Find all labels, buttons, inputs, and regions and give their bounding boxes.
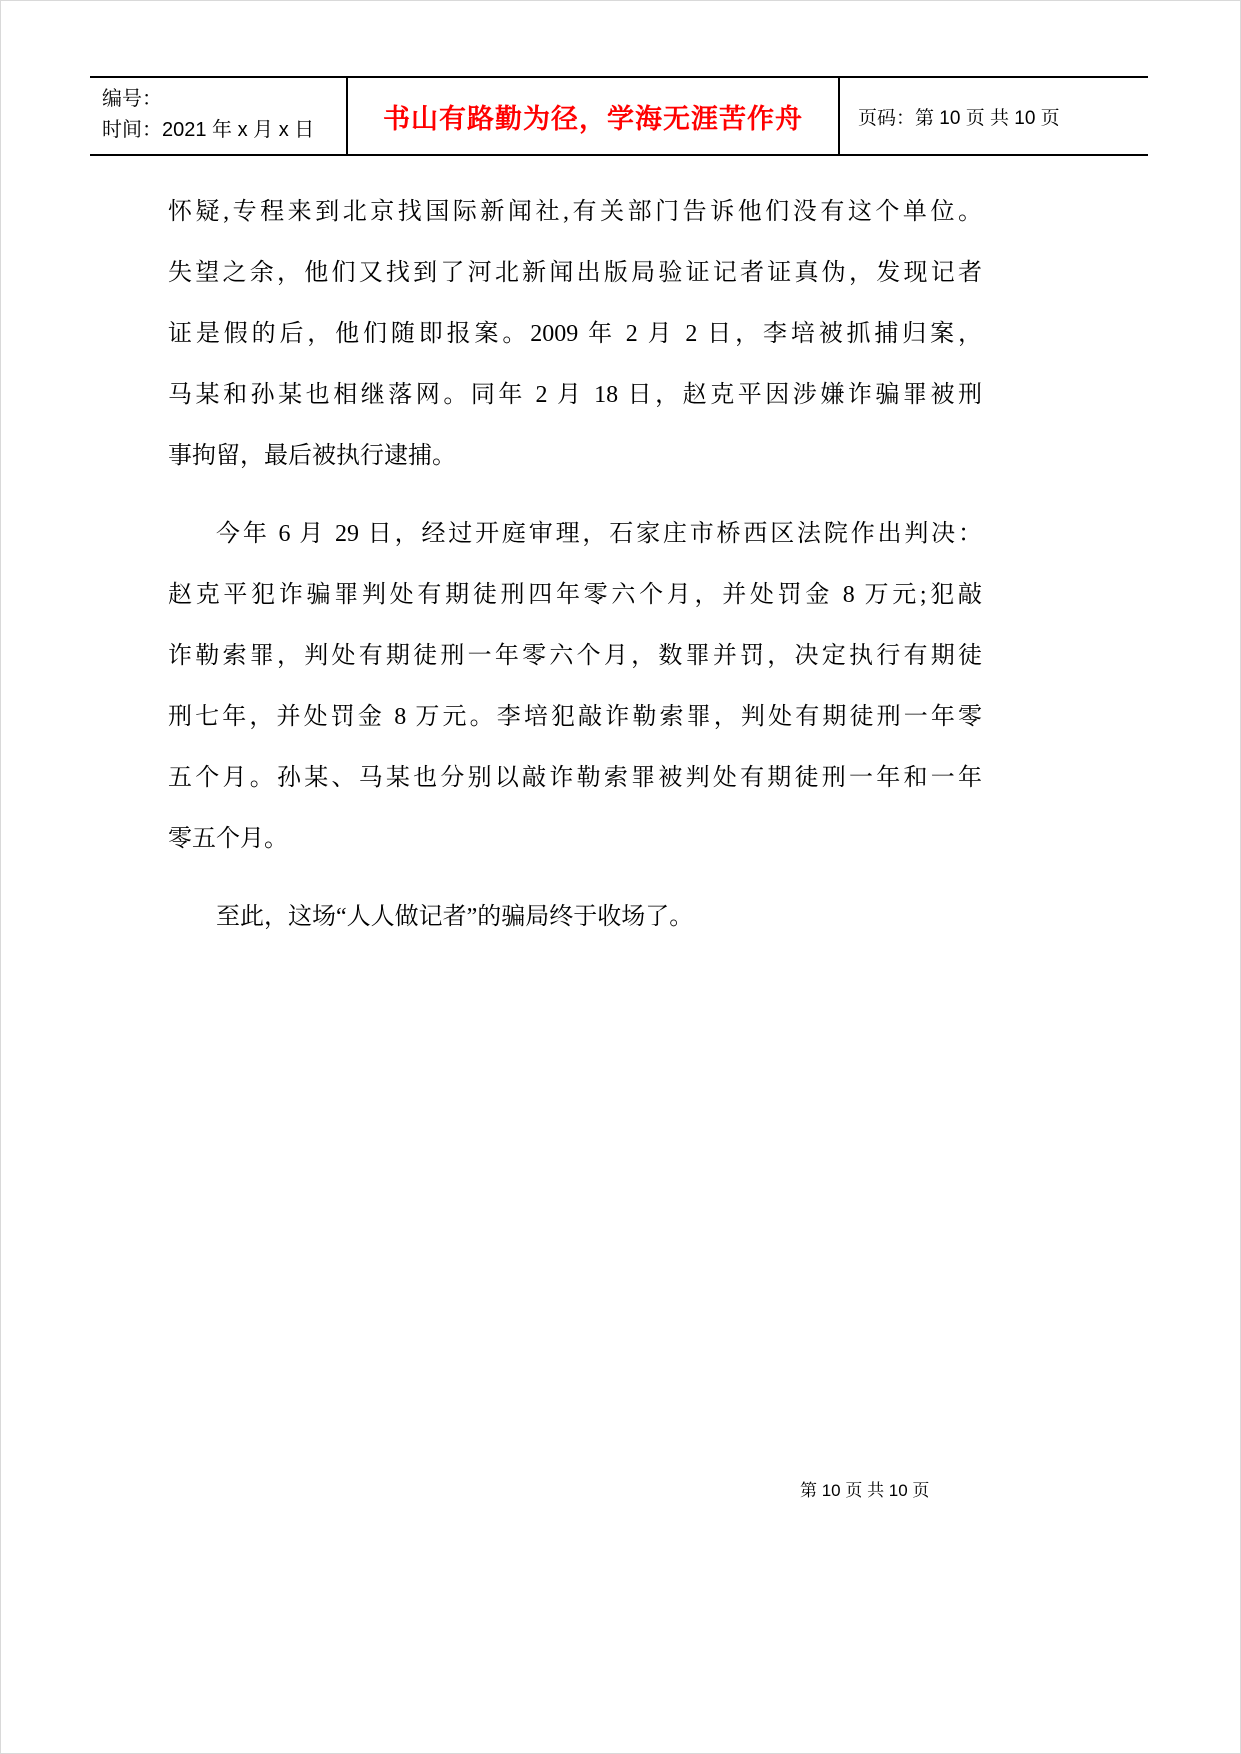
paragraph (168, 887, 982, 948)
body-line: 事拘留，最后被执行逮捕。 (168, 443, 456, 469)
body-line: 今年 6 月 29 日，经过开庭审理，石家庄市桥西区法院作出判决： (216, 521, 982, 547)
page-number-label: 页码：第 10 页 共 10 页 (858, 107, 1060, 129)
body-line: 马某和孙某也相继落网。同年 2 月 18 日，赵克平因涉嫌诈骗罪被刑 (168, 382, 982, 408)
body-line: 至此，这场“人人做记者”的骗局终于收场了。 (216, 904, 694, 930)
paragraph (168, 504, 982, 870)
header-table (90, 76, 1148, 156)
document-body (168, 182, 982, 965)
paragraph (168, 182, 982, 487)
body-line: 诈勒索罪，判处有期徒刑一年零六个月，数罪并罚，决定执行有期徒 (168, 643, 982, 669)
body-line: 五个月。孙某、马某也分别以敲诈勒索罪被判处有期徒刑一年和一年 (168, 765, 982, 791)
body-line: 证是假的后，他们随即报案。2009 年 2 月 2 日，李培被抓捕归案， (168, 321, 982, 347)
body-line: 失望之余，他们又找到了河北新闻出版局验证记者证真伪，发现记者 (168, 260, 982, 286)
footer-page-info: 第 10 页 共 10 页 (800, 1481, 930, 1500)
body-line: 怀疑,专程来到北京找国际新闻社,有关部门告诉他们没有这个单位。 (168, 199, 982, 225)
document-time-label: 时间：2021 年 x 月 x 日 (102, 119, 315, 141)
header-cell-page (840, 78, 1148, 154)
header-cell-motto (348, 78, 840, 154)
body-line: 赵克平犯诈骗罪判处有期徒刑四年零六个月，并处罚金 8 万元;犯敲 (168, 582, 982, 608)
header-cell-meta (90, 78, 348, 154)
body-line: 零五个月。 (168, 826, 288, 852)
body-line: 刑七年，并处罚金 8 万元。李培犯敲诈勒索罪，判处有期徒刑一年零 (168, 704, 982, 730)
document-number-label: 编号： (102, 88, 162, 110)
motto-text: 书山有路勤为径，学海无涯苦作舟 (383, 103, 803, 134)
